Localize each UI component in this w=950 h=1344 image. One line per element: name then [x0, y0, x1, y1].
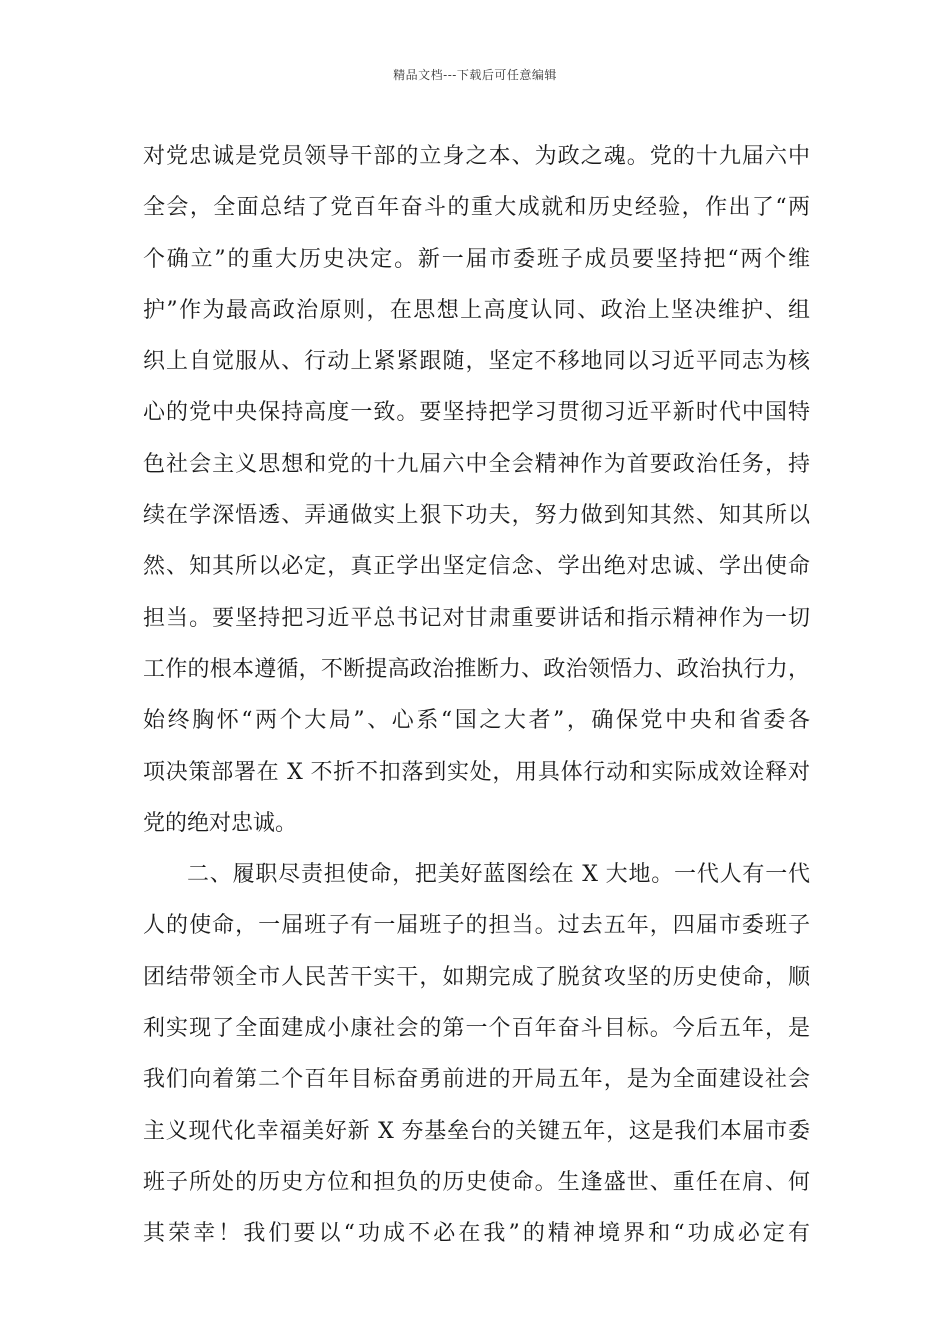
text-line: 利实现了全面建成小康社会的第一个百年奋斗目标。今后五年，是 [143, 1016, 810, 1042]
page-header: 精品文档---下载后可任意编辑 [393, 68, 557, 82]
text-line: 担当。要坚持把习近平总书记对甘肃重要讲话和指示精神作为一切 [143, 605, 810, 631]
text-line: 始终胸怀“两个大局”、心系“国之大者”，确保党中央和省委各 [143, 708, 810, 734]
paragraph-2 [143, 849, 810, 1259]
text-line: 全会，全面总结了党百年奋斗的重大成就和历史经验，作出了“两 [143, 195, 810, 221]
text-line: 班子所处的历史方位和担负的历史使命。生逢盛世、重任在肩、何 [143, 1169, 810, 1195]
text-line: 二、履职尽责担使命，把美好蓝图绘在 X 大地。一代人有一代 [187, 862, 810, 888]
text-line: 心的党中央保持高度一致。要坚持把学习贯彻习近平新时代中国特 [143, 400, 810, 426]
text-line: 团结带领全市人民苦干实干，如期完成了脱贫攻坚的历史使命，顺 [143, 964, 810, 990]
text-line: 然、知其所以必定，真正学出坚定信念、学出绝对忠诚、学出使命 [143, 554, 810, 580]
text-line: 色社会主义思想和党的十九届六中全会精神作为首要政治任务，持 [143, 451, 810, 477]
text-line: 我们向着第二个百年目标奋勇前进的开局五年，是为全面建设社会 [143, 1067, 810, 1093]
text-line: 人的使命，一届班子有一届班子的担当。过去五年，四届市委班子 [143, 913, 810, 939]
text-line: 续在学深悟透、弄通做实上狠下功夫，努力做到知其然、知其所以 [143, 503, 810, 529]
text-line: 党的绝对忠诚。 [143, 810, 298, 836]
text-line: 对党忠诚是党员领导干部的立身之本、为政之魂。党的十九届六中 [143, 144, 810, 169]
text-line: 工作的根本遵循，不断提高政治推断力、政治领悟力、政治执行力， [143, 656, 810, 682]
paragraph-1 [143, 131, 810, 849]
text-line: 项决策部署在 X 不折不扣落到实处，用具体行动和实际成效诠释对 [143, 759, 810, 785]
document-body [143, 131, 810, 1260]
text-line: 其荣幸！我们要以“功成不必在我”的精神境界和“功成必定有 [143, 1221, 810, 1247]
text-line: 个确立”的重大历史决定。新一届市委班子成员要坚持把“两个维 [143, 246, 810, 272]
text-line: 织上自觉服从、行动上紧紧跟随，坚定不移地同以习近平同志为核 [143, 349, 810, 375]
text-line: 护”作为最高政治原则，在思想上高度认同、政治上坚决维护、组 [143, 297, 810, 323]
text-line: 主义现代化幸福美好新 X 夯基垒台的关键五年，这是我们本届市委 [143, 1118, 810, 1144]
